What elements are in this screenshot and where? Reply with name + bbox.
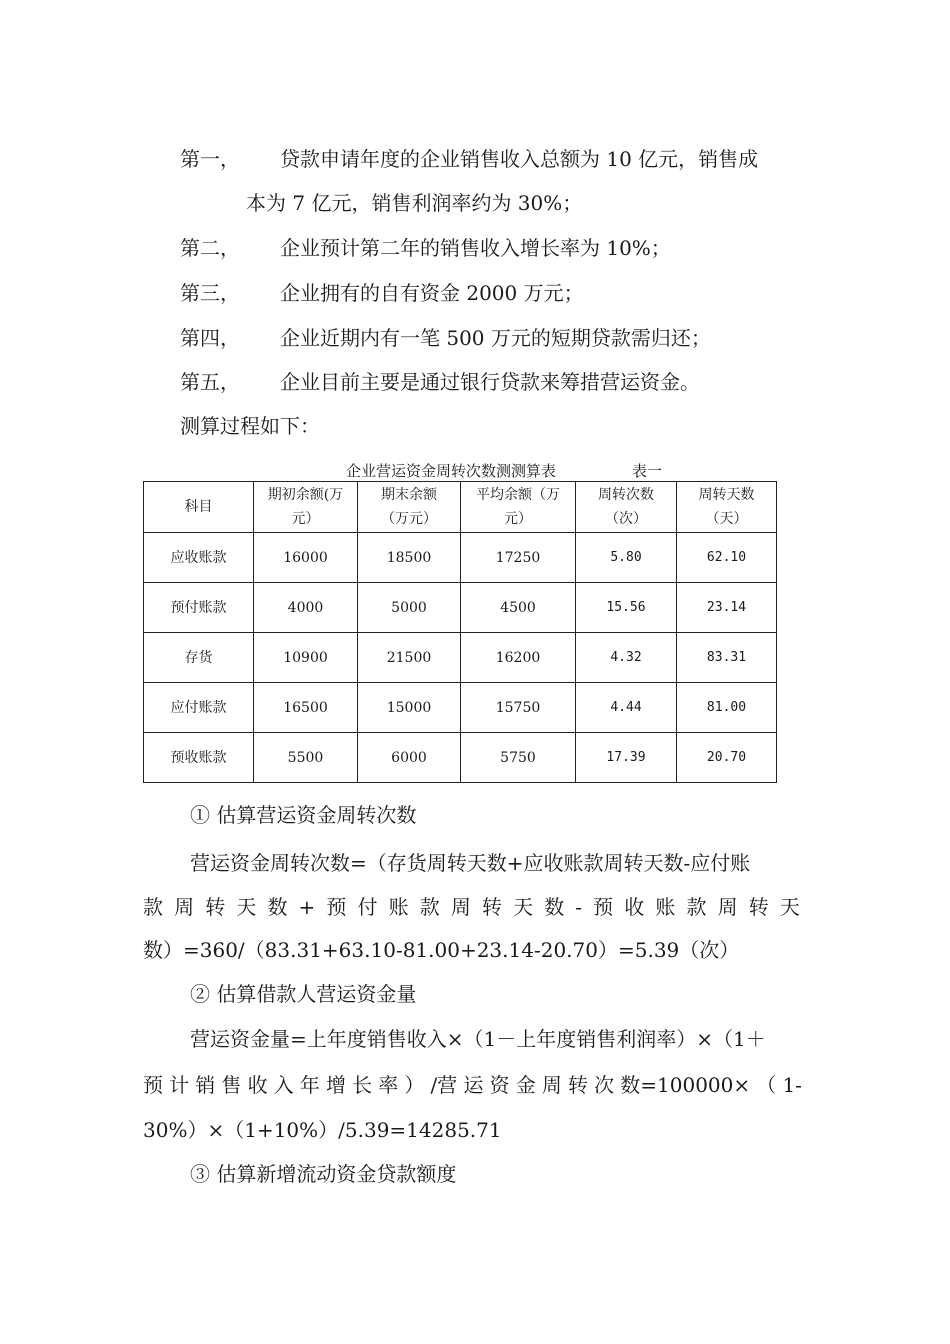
formula-glyph: 数 xyxy=(544,895,565,919)
table-cell: 5500 xyxy=(254,733,358,783)
formula-glyph: 款 xyxy=(143,895,163,919)
table-cell: 5750 xyxy=(461,733,576,783)
item-2-text: 企业预计第二年的销售收入增长率为 10%； xyxy=(280,236,671,260)
col-header: 周转次数 （次） xyxy=(576,482,677,533)
col-header: 期初余额(万 元） xyxy=(254,482,358,533)
step-3-heading: ③ 估算新增流动资金贷款额度 xyxy=(190,1162,457,1186)
formula-glyph: 周 xyxy=(717,895,738,919)
table-cell: 16000 xyxy=(254,533,358,583)
formula-glyph: - xyxy=(575,895,583,919)
formula-glyph: 年 xyxy=(299,1073,320,1097)
table-cell: 应收账款 xyxy=(144,533,254,583)
step-2-formula-line-1: 营运资金量=上年度销售收入×（1－上年度销售利润率）×（1＋ xyxy=(190,1027,766,1051)
item-5-label: 第五， xyxy=(180,370,240,394)
table-cell: 10900 xyxy=(254,633,358,683)
formula-glyph: 预 xyxy=(143,1073,163,1097)
formula-glyph: 天 xyxy=(236,895,257,919)
formula-glyph: 数 xyxy=(267,895,288,919)
item-2 xyxy=(180,234,820,262)
formula-glyph: 运 xyxy=(463,1073,484,1097)
item-4-label: 第四， xyxy=(180,326,240,350)
table-cell: 4500 xyxy=(461,583,576,633)
table-cell: 4000 xyxy=(254,583,358,633)
formula-glyph: 金 xyxy=(515,1073,536,1097)
table-cell: 17.39 xyxy=(576,733,677,783)
table-cell: 62.10 xyxy=(677,533,777,583)
table-title: 企业营运资金周转次数测测算表 xyxy=(346,462,557,480)
table-cell: 预付账款 xyxy=(144,583,254,633)
item-1-continuation: 本为 7 亿元，销售利润率约为 30%； xyxy=(246,191,583,215)
item-3-label: 第三， xyxy=(180,281,240,305)
step-1-formula-line-2 xyxy=(143,893,800,921)
formula-glyph: （ xyxy=(756,1073,777,1097)
table-row xyxy=(144,733,777,783)
formula-glyph: 转 xyxy=(568,1073,588,1097)
formula-glyph: 天 xyxy=(513,895,534,919)
formula-glyph: 款 xyxy=(686,895,707,919)
formula-glyph: 预 xyxy=(593,895,614,919)
formula-glyph: 款 xyxy=(419,895,440,919)
item-5 xyxy=(180,368,820,396)
formula-glyph: 率 xyxy=(378,1073,399,1097)
item-1-text: 贷款申请年度的企业销售收入总额为 10 亿元，销售成 xyxy=(280,147,759,171)
col-header: 期末余额 （万元） xyxy=(358,482,461,533)
formula-glyph: 预 xyxy=(326,895,347,919)
table-cell: 应付账款 xyxy=(144,683,254,733)
formula-glyph: 账 xyxy=(655,895,676,919)
table-cell: 16200 xyxy=(461,633,576,683)
step-2-formula-line-2 xyxy=(143,1071,802,1099)
table-row xyxy=(144,683,777,733)
item-4 xyxy=(180,324,820,352)
table-row xyxy=(144,583,777,633)
table-cell: 20.70 xyxy=(677,733,777,783)
formula-glyph: 转 xyxy=(481,895,502,919)
formula-glyph: 转 xyxy=(748,895,769,919)
table-cell: 16500 xyxy=(254,683,358,733)
item-4-text: 企业近期内有一笔 500 万元的短期贷款需归还； xyxy=(280,326,711,350)
table-cell: 15750 xyxy=(461,683,576,733)
item-5-text: 企业目前主要是通过银行贷款来筹措营运资金。 xyxy=(280,370,700,394)
formula-glyph: 售 xyxy=(221,1073,242,1097)
item-1 xyxy=(180,145,820,173)
table-tag: 表一 xyxy=(632,462,663,480)
table-row xyxy=(144,633,777,683)
formula-glyph: /营 xyxy=(430,1073,458,1097)
step-1-heading: ① 估算营运资金周转次数 xyxy=(190,803,417,827)
formula-glyph: 长 xyxy=(352,1073,373,1097)
formula-glyph: 收 xyxy=(624,895,645,919)
step-2-heading: ② 估算借款人营运资金量 xyxy=(190,982,417,1006)
table-cell: 23.14 xyxy=(677,583,777,633)
formula-glyph: 付 xyxy=(357,895,378,919)
formula-glyph: 计 xyxy=(169,1073,190,1097)
formula-glyph: 周 xyxy=(174,895,195,919)
item-3-text: 企业拥有的自有资金 2000 万元； xyxy=(280,281,584,305)
turnover-table xyxy=(143,481,777,783)
formula-glyph: 销 xyxy=(195,1073,216,1097)
table-cell: 81.00 xyxy=(677,683,777,733)
formula-glyph: + xyxy=(298,895,316,919)
col-header: 平均余额（万 元） xyxy=(461,482,576,533)
formula-glyph: 入 xyxy=(273,1073,294,1097)
item-3 xyxy=(180,279,820,307)
table-cell: 6000 xyxy=(358,733,461,783)
formula-glyph: 周 xyxy=(450,895,471,919)
step-1-formula-line-1: 营运资金周转次数=（存货周转天数+应收账款周转天数-应付账 xyxy=(190,851,751,875)
formula-glyph: 账 xyxy=(388,895,409,919)
table-cell: 83.31 xyxy=(677,633,777,683)
formula-glyph: 次 xyxy=(594,1073,615,1097)
table-cell: 18500 xyxy=(358,533,461,583)
table-cell: 5.80 xyxy=(576,533,677,583)
table-row xyxy=(144,533,777,583)
table-cell: 5000 xyxy=(358,583,461,633)
formula-glyph: ） xyxy=(404,1073,425,1097)
table-cell: 15000 xyxy=(358,683,461,733)
table-cell: 17250 xyxy=(461,533,576,583)
process-heading: 测算过程如下： xyxy=(180,414,320,438)
formula-glyph: 天 xyxy=(779,895,800,919)
item-2-label: 第二， xyxy=(180,236,240,260)
formula-glyph: 1- xyxy=(782,1073,802,1097)
item-1-label: 第一， xyxy=(180,147,240,171)
col-header: 科目 xyxy=(144,482,254,533)
table-cell: 存货 xyxy=(144,633,254,683)
table-cell: 15.56 xyxy=(576,583,677,633)
step-2-formula-line-3: 30%）×（1+10%）/5.39=14285.71 xyxy=(143,1118,502,1142)
table-cell: 4.44 xyxy=(576,683,677,733)
formula-glyph: 资 xyxy=(489,1073,510,1097)
table-cell: 21500 xyxy=(358,633,461,683)
formula-glyph: 收 xyxy=(247,1073,268,1097)
formula-glyph: 周 xyxy=(541,1073,562,1097)
formula-glyph: 增 xyxy=(325,1073,346,1097)
formula-glyph: 数=100000× xyxy=(620,1073,751,1097)
table-cell: 预收账款 xyxy=(144,733,254,783)
formula-glyph: 转 xyxy=(205,895,226,919)
step-1-formula-line-3: 数）=360/（83.31+63.10-81.00+23.14-20.70）=5.39（次） xyxy=(143,938,740,962)
table-cell: 4.32 xyxy=(576,633,677,683)
col-header: 周转天数 （天） xyxy=(677,482,777,533)
table-header-row xyxy=(144,482,777,533)
